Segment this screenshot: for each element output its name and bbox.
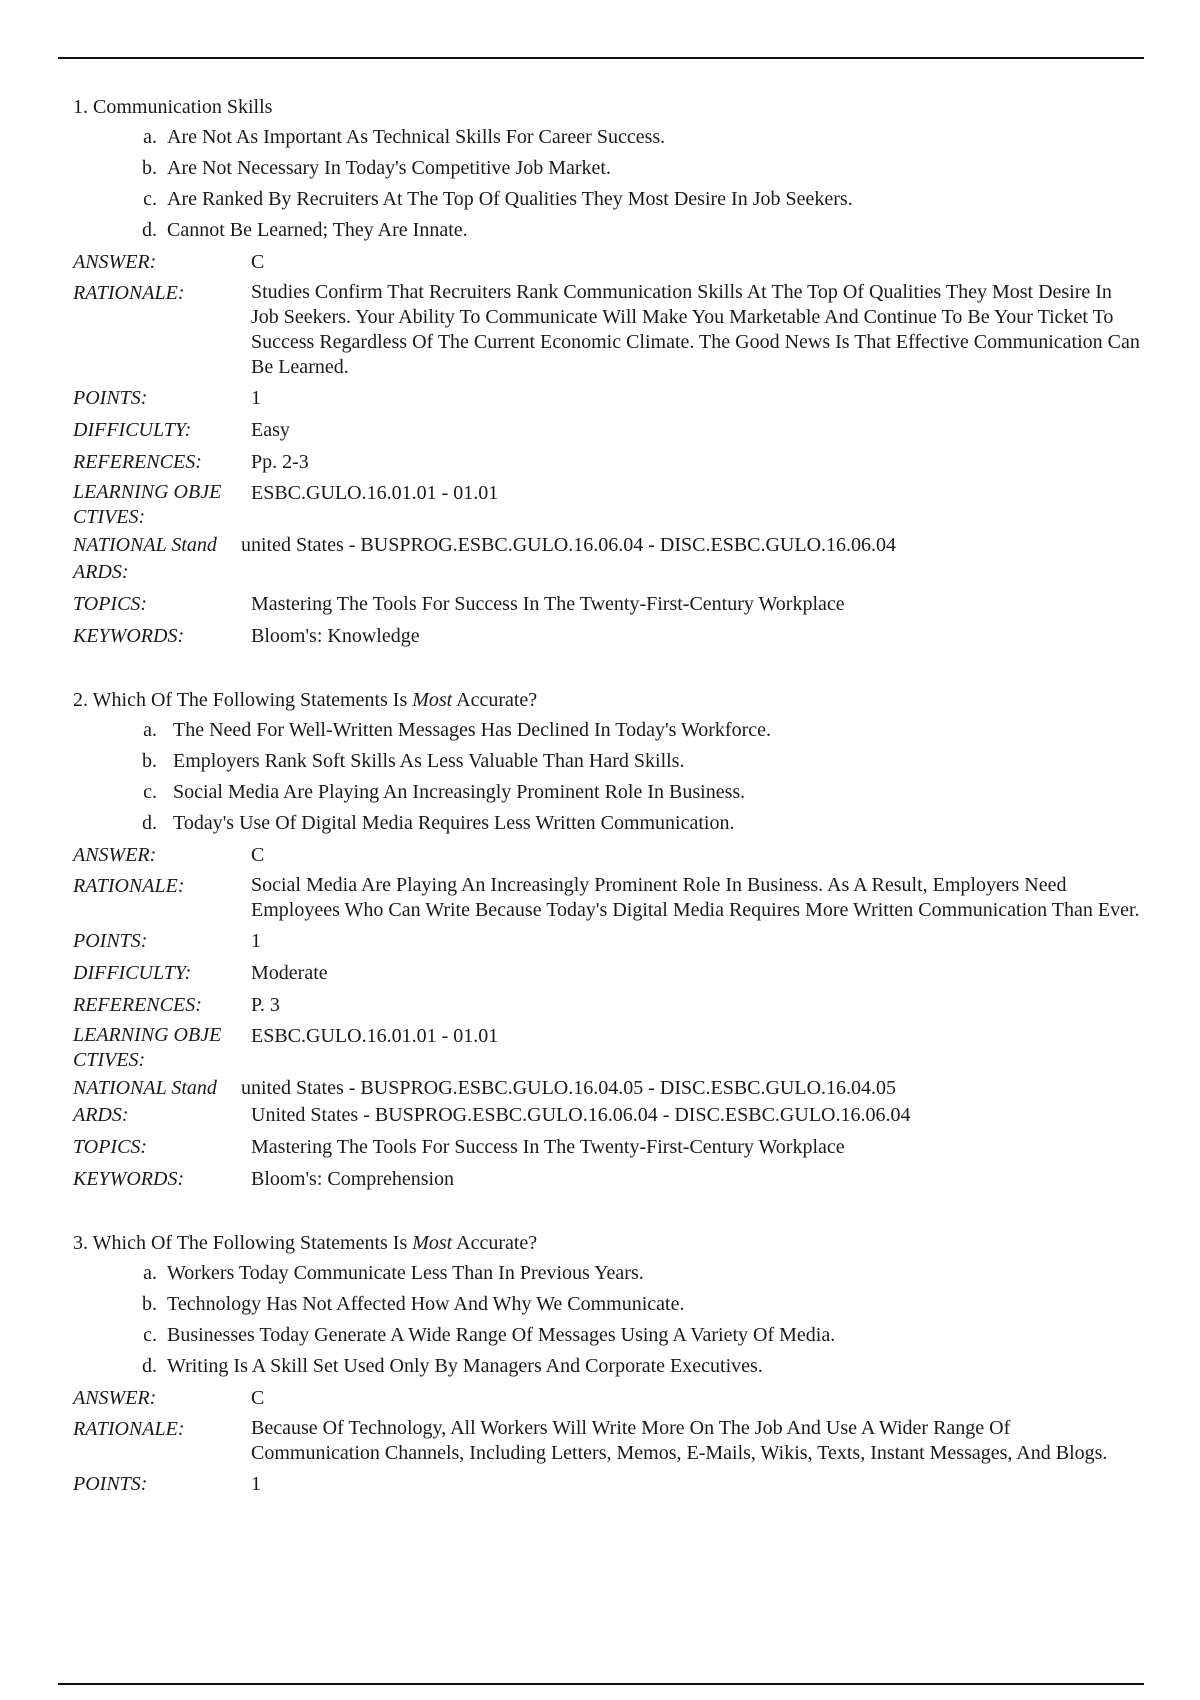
keywords-value: Bloom's: Comprehension bbox=[251, 1168, 455, 1190]
option-letter: d. bbox=[142, 219, 157, 241]
option-d bbox=[73, 808, 1143, 839]
option-c bbox=[73, 184, 1143, 215]
answer-label: ANSWER: bbox=[73, 1387, 157, 1409]
label-line-2: ARDS: bbox=[73, 1104, 129, 1126]
option-text: Businesses Today Generate A Wide Range Of Messages Using A Variety Of Media. bbox=[167, 1324, 836, 1346]
option-text: The Need For Well-Written Messages Has Declined In Today's Workforce. bbox=[173, 719, 772, 741]
points-value: 1 bbox=[251, 930, 261, 952]
answer-field bbox=[73, 1382, 1143, 1414]
points-label: POINTS: bbox=[73, 387, 148, 409]
national-standards-label bbox=[73, 532, 251, 586]
difficulty-field bbox=[73, 957, 1143, 989]
points-field bbox=[73, 382, 1143, 414]
option-text: Are Not As Important As Technical Skills For Career Success. bbox=[167, 126, 666, 148]
national-standards-field bbox=[73, 532, 1143, 588]
question-stem bbox=[73, 1228, 1143, 1258]
stem-emphasis: Most bbox=[412, 1232, 453, 1254]
option-text: Are Ranked By Recruiters At The Top Of Qualities They Most Desire In Job Seekers. bbox=[167, 188, 853, 210]
option-letter: a. bbox=[143, 126, 157, 148]
option-letter: a. bbox=[143, 1262, 157, 1284]
option-a bbox=[73, 1258, 1143, 1289]
option-letter: d. bbox=[142, 1355, 157, 1377]
option-a bbox=[73, 122, 1143, 153]
bottom-rule bbox=[58, 1683, 1144, 1685]
references-value: Pp. 2-3 bbox=[251, 451, 309, 473]
label-line-1: NATIONAL Stand bbox=[73, 534, 217, 556]
rationale-field bbox=[73, 871, 1143, 925]
rationale-label: RATIONALE: bbox=[73, 1418, 185, 1440]
option-letter: b. bbox=[142, 157, 157, 179]
option-letter: c. bbox=[143, 188, 157, 210]
answer-value: C bbox=[251, 1387, 265, 1409]
answer-options bbox=[73, 122, 1143, 246]
references-label: REFERENCES: bbox=[73, 451, 202, 473]
option-letter: d. bbox=[142, 812, 157, 834]
answer-value: C bbox=[251, 251, 265, 273]
topics-field bbox=[73, 588, 1143, 620]
answer-field bbox=[73, 246, 1143, 278]
option-d bbox=[73, 1351, 1143, 1382]
standard-line: united States - BUSPROG.ESBC.GULO.16.06.04 - DISC.ESBC.GULO.16.06.04 bbox=[241, 534, 897, 556]
option-letter: b. bbox=[142, 750, 157, 772]
difficulty-value: Moderate bbox=[251, 962, 328, 984]
points-field bbox=[73, 1468, 1143, 1500]
answer-value: C bbox=[251, 844, 265, 866]
answer-options bbox=[73, 1258, 1143, 1382]
label-line-1: LEARNING OBJE bbox=[73, 1024, 222, 1046]
answer-field bbox=[73, 839, 1143, 871]
option-d bbox=[73, 215, 1143, 246]
national-standards-value bbox=[241, 532, 897, 559]
option-text: Writing Is A Skill Set Used Only By Managers And Corporate Executives. bbox=[167, 1355, 763, 1377]
rationale-field bbox=[73, 278, 1143, 382]
question-2 bbox=[73, 685, 1143, 1195]
option-letter: c. bbox=[143, 1324, 157, 1346]
learning-objectives-value: ESBC.GULO.16.01.01 - 01.01 bbox=[251, 482, 499, 504]
keywords-field bbox=[73, 1163, 1143, 1195]
option-b bbox=[73, 1289, 1143, 1320]
keywords-field bbox=[73, 620, 1143, 652]
rationale-field bbox=[73, 1414, 1143, 1468]
stem-text: Accurate? bbox=[452, 1232, 538, 1254]
rationale-label: RATIONALE: bbox=[73, 875, 185, 897]
label-line-2: CTIVES: bbox=[73, 1049, 146, 1071]
option-b bbox=[73, 746, 1143, 777]
keywords-label: KEYWORDS: bbox=[73, 625, 185, 647]
option-text: Cannot Be Learned; They Are Innate. bbox=[167, 219, 468, 241]
label-line-1: NATIONAL Stand bbox=[73, 1077, 217, 1099]
references-label: REFERENCES: bbox=[73, 994, 202, 1016]
difficulty-field bbox=[73, 414, 1143, 446]
option-text: Are Not Necessary In Today's Competitive Job Market. bbox=[167, 157, 611, 179]
answer-label: ANSWER: bbox=[73, 844, 157, 866]
rationale-value: Because Of Technology, All Workers Will Write More On The Job And Use A Wider Range Of Communication Channels, Including Letters, Memos, E-Mails, Wikis, Texts, Instant Messages, And Blogs. bbox=[251, 1417, 1108, 1464]
question-stem: 1. Communication Skills bbox=[73, 96, 273, 118]
rationale-value: Social Media Are Playing An Increasingly Prominent Role In Business. As A Result, Employers Need Employees Who Can Write Because Today's Digital Media Requires More Written Communication Than Ever. bbox=[251, 874, 1140, 921]
learning-objectives-label bbox=[73, 478, 251, 532]
question-3 bbox=[73, 1228, 1143, 1500]
references-field bbox=[73, 989, 1143, 1021]
references-value: P. 3 bbox=[251, 994, 280, 1016]
question-1 bbox=[73, 92, 1143, 652]
keywords-label: KEYWORDS: bbox=[73, 1168, 185, 1190]
question-stem bbox=[73, 685, 1143, 715]
option-text: Today's Use Of Digital Media Requires Less Written Communication. bbox=[173, 812, 735, 834]
topics-value: Mastering The Tools For Success In The Twenty-First-Century Workplace bbox=[251, 593, 845, 615]
option-text: Technology Has Not Affected How And Why We Communicate. bbox=[167, 1293, 685, 1315]
stem-text: Accurate? bbox=[452, 689, 538, 711]
rationale-value: Studies Confirm That Recruiters Rank Communication Skills At The Top Of Qualities They Most Desire In Job Seekers. Your Ability To Communicate Will Make You Marketable And Continue To Be Your Ticket To Success Regardless Of The Current Economic Climate. The Good News Is That Effective Communication Can Be Learned. bbox=[251, 281, 1140, 378]
option-c bbox=[73, 777, 1143, 808]
option-c bbox=[73, 1320, 1143, 1351]
points-label: POINTS: bbox=[73, 930, 148, 952]
option-letter: c. bbox=[143, 781, 157, 803]
points-value: 1 bbox=[251, 387, 261, 409]
top-rule bbox=[58, 57, 1144, 59]
points-field bbox=[73, 925, 1143, 957]
answer-label: ANSWER: bbox=[73, 251, 157, 273]
learning-objectives-label bbox=[73, 1021, 251, 1075]
option-text: Social Media Are Playing An Increasingly Prominent Role In Business. bbox=[173, 781, 746, 803]
label-line-1: LEARNING OBJE bbox=[73, 481, 222, 503]
topics-label: TOPICS: bbox=[73, 1136, 148, 1158]
points-label: POINTS: bbox=[73, 1473, 148, 1495]
standard-line: united States - BUSPROG.ESBC.GULO.16.04.05 - DISC.ESBC.GULO.16.04.05 bbox=[241, 1077, 897, 1099]
references-field bbox=[73, 446, 1143, 478]
learning-objectives-field bbox=[73, 1021, 1143, 1075]
option-letter: b. bbox=[142, 1293, 157, 1315]
keywords-value: Bloom's: Knowledge bbox=[251, 625, 420, 647]
option-b bbox=[73, 153, 1143, 184]
difficulty-value: Easy bbox=[251, 419, 290, 441]
difficulty-label: DIFFICULTY: bbox=[73, 419, 192, 441]
stem-text: 2. Which Of The Following Statements Is bbox=[73, 689, 413, 711]
stem-text: 3. Which Of The Following Statements Is bbox=[73, 1232, 413, 1254]
learning-objectives-field bbox=[73, 478, 1143, 532]
label-line-2: ARDS: bbox=[73, 561, 129, 583]
national-standards-field bbox=[73, 1075, 1143, 1131]
option-letter: a. bbox=[143, 719, 157, 741]
points-value: 1 bbox=[251, 1473, 261, 1495]
standard-line: United States - BUSPROG.ESBC.GULO.16.06.04 - DISC.ESBC.GULO.16.06.04 bbox=[251, 1104, 911, 1126]
learning-objectives-value: ESBC.GULO.16.01.01 - 01.01 bbox=[251, 1025, 499, 1047]
national-standards-value bbox=[241, 1075, 911, 1129]
question-list bbox=[73, 92, 1143, 1533]
rationale-label: RATIONALE: bbox=[73, 282, 185, 304]
label-line-2: CTIVES: bbox=[73, 506, 146, 528]
national-standards-label bbox=[73, 1075, 251, 1129]
topics-field bbox=[73, 1131, 1143, 1163]
difficulty-label: DIFFICULTY: bbox=[73, 962, 192, 984]
option-a bbox=[73, 715, 1143, 746]
option-text: Employers Rank Soft Skills As Less Valuable Than Hard Skills. bbox=[173, 750, 685, 772]
topics-value: Mastering The Tools For Success In The Twenty-First-Century Workplace bbox=[251, 1136, 845, 1158]
option-text: Workers Today Communicate Less Than In Previous Years. bbox=[167, 1262, 644, 1284]
answer-options bbox=[73, 715, 1143, 839]
stem-emphasis: Most bbox=[412, 689, 453, 711]
topics-label: TOPICS: bbox=[73, 593, 148, 615]
